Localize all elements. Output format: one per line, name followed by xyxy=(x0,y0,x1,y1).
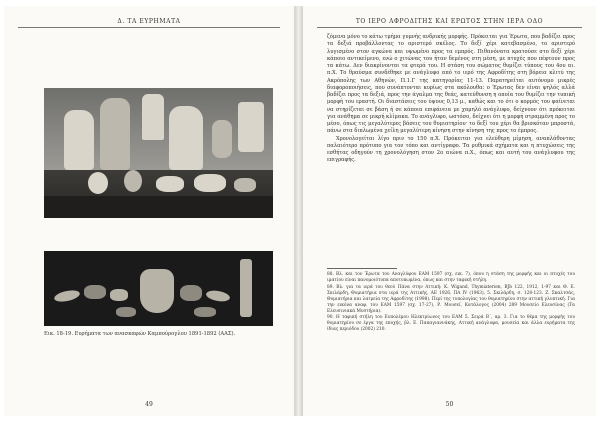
footnote: 90. Η ταφική στήλη του Ευπολέμου Ηλεκτρίωνος του ΕΑΜ 5. Σειρά Β΄, αρ. 3. Για το θέμα της μορφής του θυμιατηρίου σε έργα της εποχής, βλ. Ε. Παπαγιαννάκης, Αττική ανάγλυφα, μουσεία και άλλα ευρήματα της ίδιας περιόδου (2002) 210. xyxy=(327,315,575,332)
book-gutter xyxy=(295,6,302,416)
running-head-left: Δ. ΤΑ ΕΥΡΗΜΑΤΑ xyxy=(117,18,181,25)
photo-plate-fragments xyxy=(44,251,273,326)
figure-caption: Εικ. 18-19. Ευρήματα των ανασκαφών Καμπούρογλου 1891-1892 (ΑΑΣ). xyxy=(44,331,236,337)
header-rule-left xyxy=(18,27,280,28)
page-number-left: 49 xyxy=(145,401,153,408)
body-paragraph: Χρονολογείται λίγο πριν το 150 π.Χ. Πρόκειται για ελεύθερη μίμηση, αναπλάθοντας παλαιότερο πρότυπο για τον τόπο και αντίγραφο. Τα ρυθμικά σχήματα και η πτυχώσεις της εσθήτας οδηγούν τη χρονολόγηση στον 2ο αιώνα π.Χ., όπως και αυτή του ανάγλυφου της επιγραφής. xyxy=(327,135,575,164)
header-rule-right xyxy=(317,27,582,28)
running-head-right: ΤΟ ΙΕΡΟ ΑΦΡΟΔΙΤΗΣ ΚΑΙ ΕΡΩΤΟΣ ΣΤΗΝ ΙΕΡΑ ΟΔΟ xyxy=(355,18,544,25)
footnotes xyxy=(327,272,575,334)
body-text xyxy=(327,34,575,165)
body-paragraph: ζόμενα μόνο το κάτω τμήμα γυμνής ανδρικής μορφής. Πρόκειται για Έρωτα, που βαδίζει προς τα δεξιά προβάλλοντας το αριστερό σκέλος. Το δεξί χέρι κατεβασμένο, το αριστερό λυγισμένο στον αγκώνα και υψωμένο προς τα εμπρός. Πιθανόνατα κρατούσε στο δεξί χέρι κάποιο αντικείμενο, ενώ ο χιτώνας του ήταν δεμένος στη μέση, με πτυχές που πέφτουν προς τα κάτω. Δεν διακρίνονται τα φτερά του. Η στάση του σώματος θυμίζει τύπους του 4ου αι. π.Χ. Το θραύσμα συνδέθηκε με ανάγλυφο από το ιερό της Αφροδίτης στη βόρεια κλιτύ της Ακρόπολης των Αθηνών, Π.1.Γ της κατηγορίας 11-13. Παρατηρείται αυτόνομο μικρές διαφοροποιήσεις, που συνάπτονται κυρίως στα ακόλουθα: ο Έρωτας δεν είναι ψηλός αλλά βαδίζει προς τα δεξιά, προς την άγαλμα της θεάς, κατεύθυνση η οποία του θυμίζει την τυπική μορφή του εραστή. Οι διαστάσεις του ύψους 0,13 μ., καθώς και το ότι ο κορμός του φαίνεται να στηρίζεται σε βάση ή σε κάποια επιφάνεια με χαμηλό ανάγλυφο, δείχνουν ότι πρόκειται για ανάθημα σε μικρή κλίμακα. Το ανάγλυφο, ωστόσο, δείχνει ότι η μορφή στραμμένη προς το μέσο, όπως τις μεγαλύτερες βάσεις του θυμιατηρίου· το δεξί του χέρι θα βρισκόταν μπροστά, πάνω στα διπλωμένα χείλη μεγαλύτερη κίνηση στην κίνηση της προς το έμπρος. xyxy=(327,34,575,135)
footnote: 89. Βλ. για τα ιερά του θεού Πάνα στην Αττική: Κ. Wigand, Thymiaterien, BJb 122, 1912, 1-97 και Θ. Ε. Σκιλάρδη, Θυμιατήρια στα ιερά της Αττικής, ΑΕ 1926, ΠΑ ΙV (1963), 5. Σκιλάρδη, σ. 128-123. Ζ. Σκαλτσάς, Θυμιατήρια και λατρεία της Αφροδίτης (1998). Περί της τυπολογίας του θυμιατηρίου στην αττική γλυπτική. Για την εικόνα αναφ. του ΕΑΜ 1597 (σχ. 17-27), Ρ. Μουσεϊ, Κατάλογος (2004) 289 Μουσείο Ελευσίνας (Τα Ελευσινιακά Μυστήρια). xyxy=(327,284,575,314)
page-number-right: 50 xyxy=(445,401,454,408)
photo-plate-sculptures xyxy=(44,88,273,218)
left-page xyxy=(4,6,295,416)
right-page xyxy=(302,6,596,416)
footnote-rule xyxy=(327,268,397,269)
footnote: 88. Βλ. και τον Έρωτα του Αναγλύφου ΕΑΜ 1597 (σχ. εικ. 7), όπου η στάση της μορφής και οι πτυχές του ιματίου είναι πανομοιότυπα αποτυπωμένα, όπως και στην ταφική στήλη. xyxy=(327,272,575,283)
